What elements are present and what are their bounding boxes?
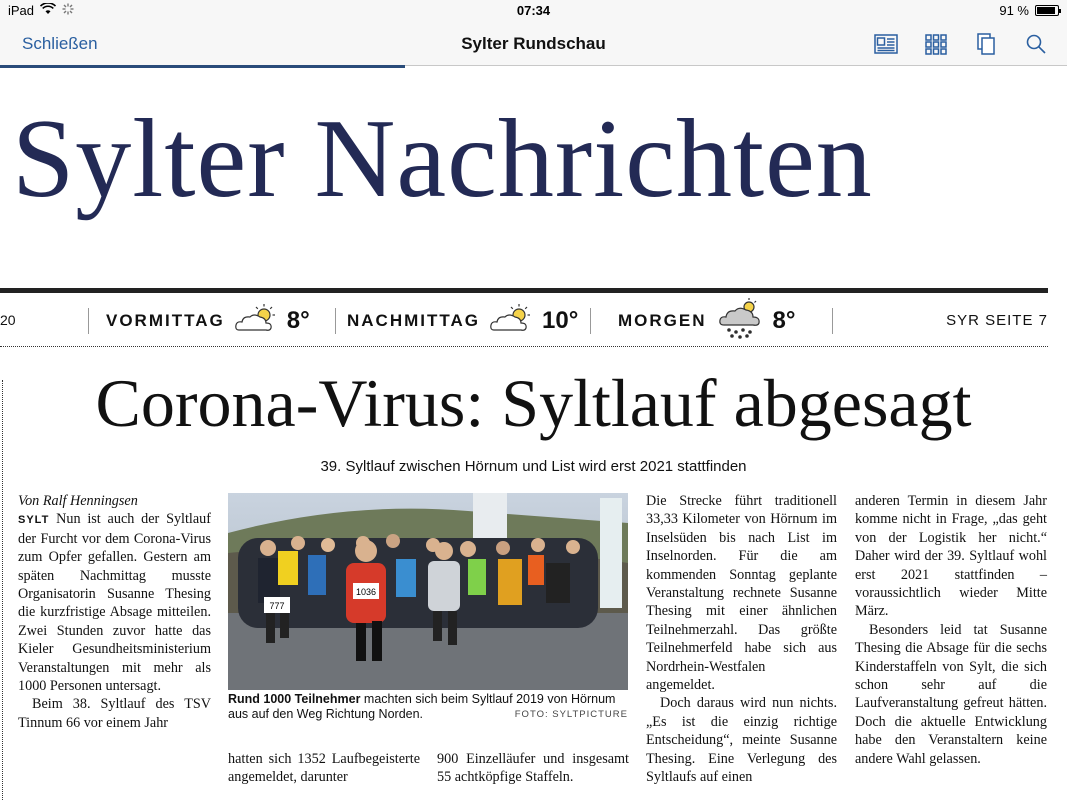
article-column-1	[18, 492, 211, 732]
article-column-4	[646, 492, 837, 787]
article-paragraph: 900 Einzelläufer und insgesamt 55 achtköpfige Staffeln.	[437, 751, 629, 786]
article-photo[interactable]	[228, 493, 628, 690]
publication-title: Sylter Rundschau	[461, 34, 606, 53]
masthead-rule	[0, 288, 1048, 293]
article-dateline: SYLT	[18, 514, 50, 527]
article-headline[interactable]: Corona-Virus: Syltlauf abgesagt	[95, 365, 972, 441]
photo-bib-number: 1036	[355, 587, 377, 597]
close-button[interactable]: Schließen	[22, 34, 98, 53]
battery-percent: 91 %	[999, 3, 1029, 18]
weather-divider	[832, 308, 833, 334]
photo-credit: FOTO: SYLTPICTURE	[514, 709, 628, 720]
article-paragraph: Beim 38. Syltlauf des TSV Tinnum 66 vor einem Jahr	[18, 696, 211, 731]
article-subheadline: 39. Syltlauf zwischen Hörnum und List wird erst 2021 stattfinden	[320, 458, 747, 475]
weather-label: VORMITTAG	[106, 311, 225, 330]
weather-item-nachmittag	[347, 300, 578, 342]
article-paragraph: anderen Termin in diesem Jahr komme nicht in Frage, „das geht von der Logistik her nicht.“ Daher wird der 39. Syltlauf wohl erst 2021 stattfinden – voraussichtlich wieder Mitte März.	[855, 493, 1047, 620]
article-paragraph: Besonders leid tat Susanne Thesing die Absage für die sechs Kinderstaffeln von Sylt, die sich schon sehr auf die Laufveranstaltung gefreut hätten. Doch die aktuelle Entwicklung habe den Veranstaltern keine andere Wahl gelassen.	[855, 621, 1047, 767]
photo-bib-number: 777	[269, 601, 285, 611]
article-paragraph: hatten sich 1352 Laufbegeisterte angemeldet, darunter	[228, 751, 420, 786]
clock: 07:34	[516, 3, 551, 18]
photo-caption-lead: Rund 1000 Teilnehmer	[228, 692, 361, 706]
article-lead-text: Nun ist auch der Syltlauf der Furcht vor dem Corona-Virus zum Opfer gefallen. Gestern am späten Nachmittag musste Organisatorin Susanne Thesing die kurzfristige Absage mitteilen. Zwei Stunden zuvor hatte das Kieler Gesundheitsministerium Veranstaltungen mit mehr als 1000 Personen untersagt.	[18, 511, 211, 695]
article-byline: Von Ralf Henningsen	[18, 493, 138, 509]
search-icon[interactable]	[1023, 32, 1049, 56]
page-reference: SYR SEITE 7	[946, 312, 1048, 329]
weather-temp: 8°	[286, 307, 310, 334]
article-paragraph: Doch daraus wird nun nichts. „Es ist die einzig richtige Entscheidung“, meinte Susanne Thesing. Eine Verlegung des Syltlaufs auf einen	[646, 695, 837, 786]
article-column-3	[437, 750, 629, 787]
newspaper-masthead: Sylter Nachrichten	[12, 97, 873, 221]
weather-divider	[335, 308, 336, 334]
reading-progress-bar	[0, 65, 405, 68]
article-column-2	[228, 750, 420, 787]
sun-cloud-icon	[488, 303, 536, 340]
weather-item-vormittag	[106, 300, 310, 342]
column-rule	[2, 380, 3, 800]
weather-label: MORGEN	[618, 311, 707, 330]
weather-divider	[590, 308, 591, 334]
sun-cloud-icon	[233, 303, 281, 340]
pages-icon[interactable]	[973, 32, 999, 56]
weather-temp: 10°	[542, 307, 579, 334]
weather-bar	[0, 300, 1048, 342]
article-column-5	[855, 492, 1047, 768]
grid-icon[interactable]	[923, 32, 949, 56]
rain-cloud-icon	[717, 297, 767, 346]
weather-item-morgen	[618, 300, 795, 342]
article-paragraph: Die Strecke führt traditionell 33,33 Kilometer von Hörnum im Inselsüden bis nach List im Inselnorden. Für die am kommenden Sonntag geplante Veranstaltung rechnete Susanne Thesing mit einer ähnlichen Teilnehmerzahl. Das größte Teilnehmerfeld habe sich aus Nordrhein-Westfalen angemeldet.	[646, 493, 837, 694]
photo-caption	[228, 692, 628, 722]
device-label: iPad	[8, 3, 35, 18]
weather-temp: 8°	[772, 307, 796, 334]
weather-label: NACHMITTAG	[347, 311, 480, 330]
navigation-bar	[0, 22, 1067, 66]
battery-icon	[1035, 5, 1059, 16]
status-bar	[0, 0, 1067, 22]
page-layout-icon[interactable]	[873, 32, 899, 56]
weather-edge-number: 20	[0, 312, 16, 328]
section-divider	[0, 346, 1048, 347]
weather-divider	[88, 308, 89, 334]
photo-caption-text: machten sich beim Syltlauf 2019 von Hörnum aus auf den Weg Richtung Norden.	[228, 692, 616, 721]
